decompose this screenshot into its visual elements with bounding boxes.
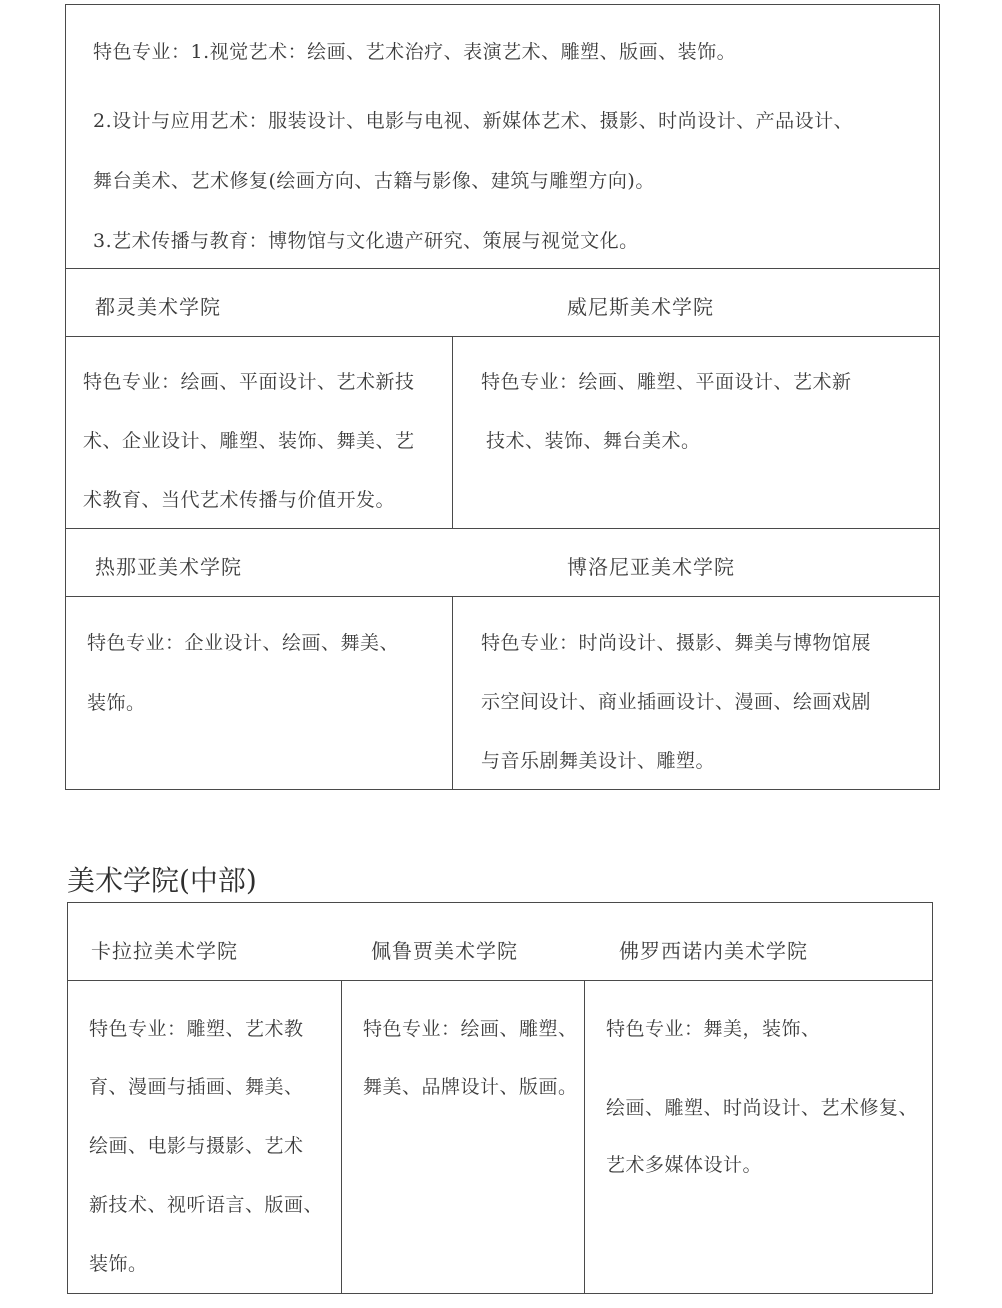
academy-name-venice: 威尼斯美术学院	[567, 295, 714, 319]
academy-name-perugia: 佩鲁贾美术学院	[371, 939, 518, 963]
table1-divider-3	[65, 528, 940, 529]
turin-specialties-line-3: 术教育、当代艺术传播与价值开发。	[83, 489, 396, 511]
bologna-specialties-line-2: 示空间设计、商业插画设计、漫画、绘画戏剧	[481, 691, 872, 713]
table2-col-divider-1	[341, 980, 342, 1294]
section-title-central: 美术学院(中部)	[67, 864, 257, 897]
genoa-specialties-line-1: 特色专业：企业设计、绘画、舞美、	[87, 632, 400, 654]
table1-col-divider-2	[452, 596, 453, 790]
academy-name-frosinone: 佛罗西诺内美术学院	[619, 939, 808, 963]
carrara-specialties-line-2: 育、漫画与插画、舞美、	[89, 1076, 304, 1098]
table1-col-divider-1	[452, 336, 453, 529]
genoa-specialties-line-2: 装饰。	[87, 692, 146, 714]
frosinone-specialties-line-1: 特色专业：舞美，装饰、	[606, 1018, 821, 1040]
academy-name-carrara: 卡拉拉美术学院	[91, 939, 238, 963]
carrara-specialties-line-1: 特色专业：雕塑、艺术教	[89, 1018, 304, 1040]
table2-col-divider-2	[584, 980, 585, 1294]
turin-specialties-line-2: 术、企业设计、雕塑、装饰、舞美、艺	[83, 430, 415, 452]
table2-header-divider	[67, 980, 933, 981]
carrara-specialties-line-4: 新技术、视听语言、版画、	[89, 1194, 324, 1216]
frosinone-specialties-line-3: 艺术多媒体设计。	[606, 1154, 763, 1176]
top-block-line-2: 2.设计与应用艺术：服装设计、电影与电视、新媒体艺术、摄影、时尚设计、产品设计、	[93, 110, 854, 132]
frosinone-specialties-line-2: 绘画、雕塑、时尚设计、艺术修复、	[606, 1097, 919, 1119]
bologna-specialties-line-1: 特色专业：时尚设计、摄影、舞美与博物馆展	[481, 632, 872, 654]
perugia-specialties-line-1: 特色专业：绘画、雕塑、	[363, 1018, 578, 1040]
table1-divider-2	[65, 336, 940, 337]
table1-divider-4	[65, 596, 940, 597]
academy-name-genoa: 热那亚美术学院	[95, 555, 242, 579]
bologna-specialties-line-3: 与音乐剧舞美设计、雕塑。	[481, 750, 716, 772]
top-block-line-1: 特色专业：1.视觉艺术：绘画、艺术治疗、表演艺术、雕塑、版画、装饰。	[93, 41, 737, 63]
venice-specialties-line-1: 特色专业：绘画、雕塑、平面设计、艺术新	[481, 371, 852, 393]
academy-name-turin: 都灵美术学院	[95, 295, 221, 319]
table1-divider-1	[65, 268, 940, 269]
turin-specialties-line-1: 特色专业：绘画、平面设计、艺术新技	[83, 371, 415, 393]
perugia-specialties-line-2: 舞美、品牌设计、版画。	[363, 1076, 578, 1098]
top-block-line-4: 3.艺术传播与教育：博物馆与文化遗产研究、策展与视觉文化。	[93, 230, 639, 252]
carrara-specialties-line-5: 装饰。	[89, 1253, 148, 1275]
carrara-specialties-line-3: 绘画、电影与摄影、艺术	[89, 1135, 304, 1157]
academy-name-bologna: 博洛尼亚美术学院	[567, 555, 735, 579]
venice-specialties-line-2: 技术、装饰、舞台美术。	[486, 430, 701, 452]
top-block-line-3: 舞台美术、艺术修复(绘画方向、古籍与影像、建筑与雕塑方向)。	[93, 170, 655, 192]
